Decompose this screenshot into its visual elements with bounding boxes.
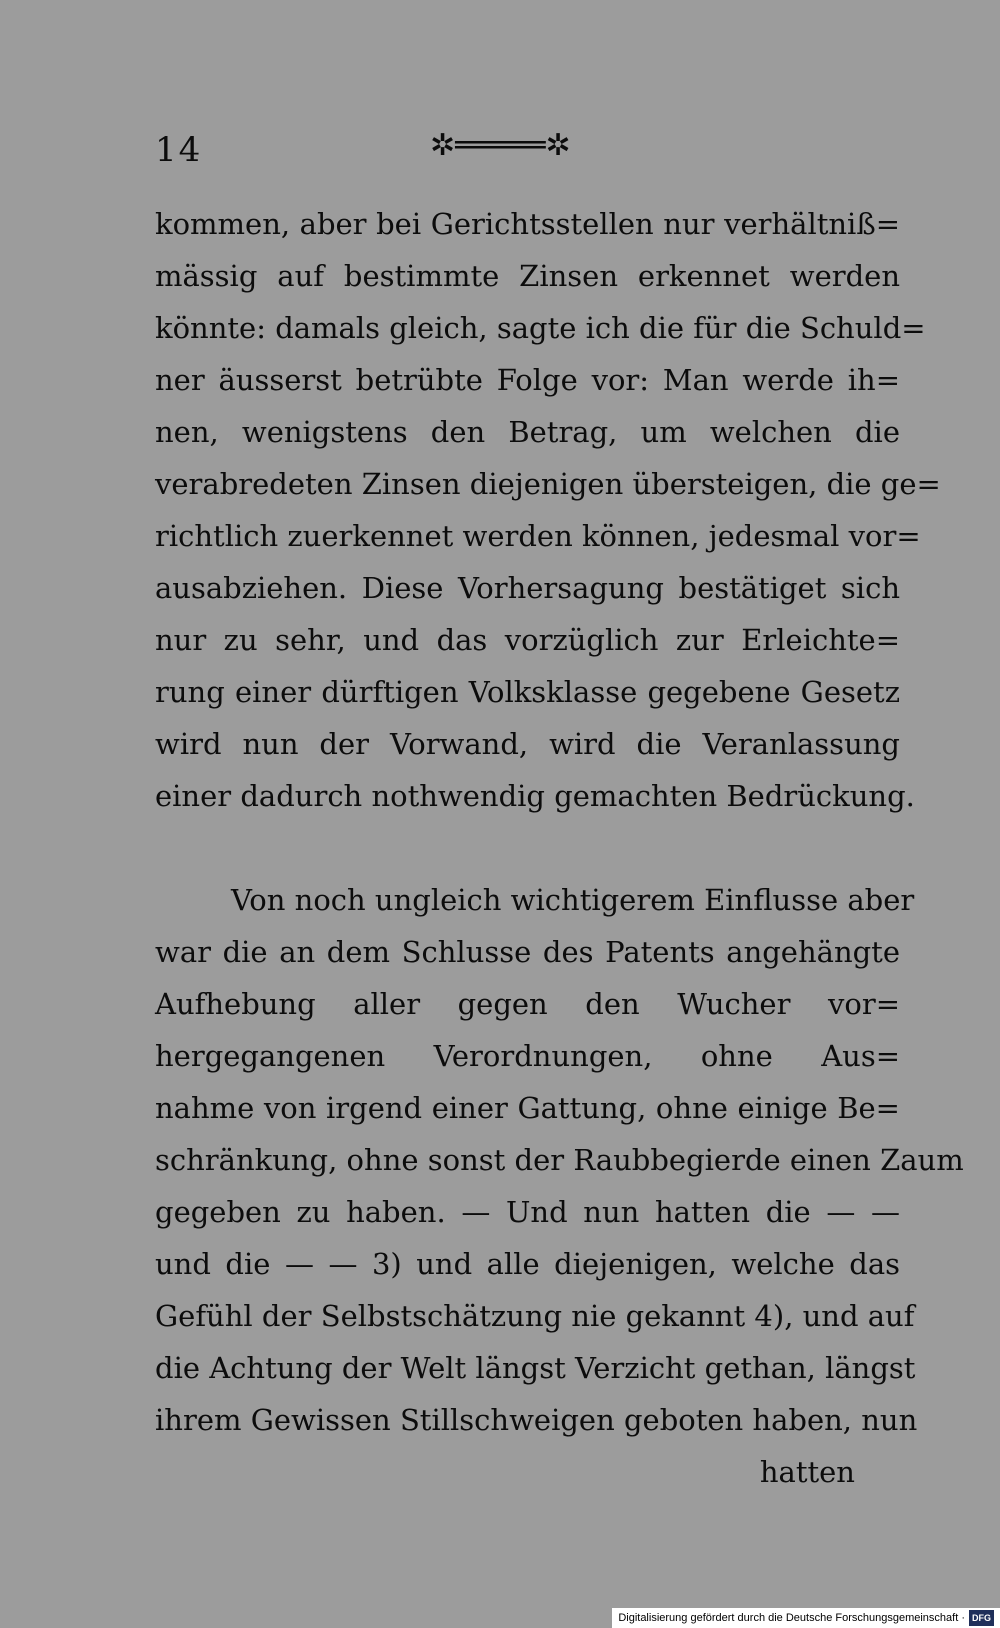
dfg-logo: DFG — [969, 1610, 994, 1626]
text-line: ner äusserst betrübte Folge vor: Man werde ih= — [155, 363, 900, 397]
text-line: die Achtung der Welt längst Verzicht gethan, längst — [155, 1351, 916, 1385]
text-line: rung einer dürftigen Volksklasse gegebene Gesetz — [155, 675, 900, 709]
text-line: könnte: damals gleich, sagte ich die für die Schuld= — [155, 311, 926, 345]
text-line: nur zu sehr, und das vorzüglich zur Erleichte= — [155, 623, 900, 657]
text-line: Gefühl der Selbstschätzung nie gekannt 4), und auf — [155, 1299, 915, 1333]
header-ornament: ✲═════✲ — [430, 128, 571, 163]
page-number: 14 — [155, 130, 203, 170]
body-text — [155, 198, 964, 1498]
text-line: hergegangenen Verordnungen, ohne Aus= — [155, 1039, 900, 1073]
text-line: nahme von irgend einer Gattung, ohne einige Be= — [155, 1091, 900, 1125]
credit-text: Digitalisierung gefördert durch die Deutsche Forschungsgemeinschaft · — [618, 1612, 965, 1624]
text-line: und die — — 3) und alle diejenigen, welche das — [155, 1247, 900, 1281]
text-line: Aufhebung aller gegen den Wucher vor= — [155, 987, 900, 1021]
text-line: nen, wenigstens den Betrag, um welchen die — [155, 415, 900, 449]
text-line: verabredeten Zinsen diejenigen übersteigen, die ge= — [155, 467, 941, 501]
catchword: hatten — [759, 1455, 855, 1489]
text-line: mässig auf bestimmte Zinsen erkennet werden — [155, 259, 900, 293]
text-line: Von noch ungleich wichtigerem Einflusse aber — [231, 883, 915, 917]
text-line: einer dadurch nothwendig gemachten Bedrückung. — [155, 779, 915, 813]
paragraph-gap — [155, 822, 900, 874]
text-line: ausabziehen. Diese Vorhersagung bestätiget sich — [155, 571, 900, 605]
text-line: richtlich zuerkennet werden können, jedesmal vor= — [155, 519, 921, 553]
text-line: ihrem Gewissen Stillschweigen geboten haben, nun — [155, 1403, 918, 1437]
paragraph-1 — [155, 198, 941, 822]
paragraph-2 — [155, 874, 964, 1446]
digitization-credit — [612, 1608, 1000, 1628]
text-line: gegeben zu haben. — Und nun hatten die — — — [155, 1195, 900, 1229]
text-line: kommen, aber bei Gerichtsstellen nur verhältniß= — [155, 207, 900, 241]
text-line: wird nun der Vorwand, wird die Veranlassung — [155, 727, 900, 761]
text-line: schränkung, ohne sonst der Raubbegierde einen Zaum — [155, 1143, 964, 1177]
text-line: war die an dem Schlusse des Patents angehängte — [155, 935, 900, 969]
